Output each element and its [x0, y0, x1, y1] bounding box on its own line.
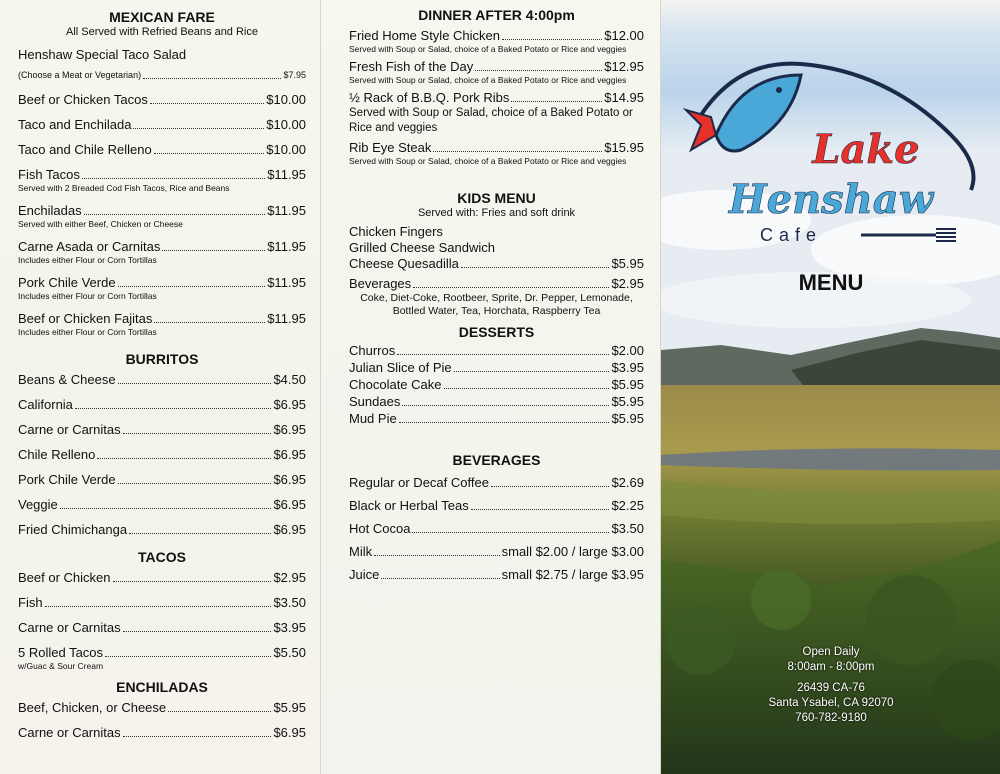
item-name: Carne or Carnitas — [18, 725, 121, 740]
menu-item-row — [18, 472, 306, 488]
item-price: $11.95 — [267, 239, 306, 254]
burritos-item — [18, 372, 306, 388]
item-price: small $2.00 / large $3.00 — [501, 544, 644, 559]
item-name: Beef, Chicken, or Cheese — [18, 700, 167, 715]
dot-leader — [118, 372, 272, 384]
item-name: Mud Pie — [349, 411, 397, 426]
menu-item-row — [349, 59, 644, 75]
item-price: $6.95 — [273, 422, 306, 437]
item-name: Juice — [349, 567, 380, 582]
menu-item-row — [18, 311, 306, 327]
item-description: Includes either Flour or Corn Tortillas — [18, 291, 157, 301]
menu-item-row — [18, 142, 306, 158]
item-description: Served with Soup or Salad, choice of a Baked Potato or Rice and veggies — [349, 75, 627, 85]
dot-leader — [133, 117, 264, 129]
item-name: Hot Cocoa — [349, 521, 411, 536]
tacos-item — [18, 595, 306, 611]
item-name: Fried Chimichanga — [18, 522, 128, 537]
section-subtitle-kids: Served with: Fries and soft drink — [417, 207, 576, 219]
menu-item-row — [18, 239, 306, 255]
section-title-kids: KIDS MENU — [457, 190, 536, 206]
item-price: $10.00 — [266, 92, 306, 107]
kids-beverages-list: Coke, Diet-Coke, Rootbeer, Sprite, Dr. Pepper, Lemonade, Bottled Water, Tea, Horchata, Raspberry Tea — [360, 292, 633, 317]
beverages-item — [349, 544, 644, 560]
section-subtitle-mexican: All Served with Refried Beans and Rice — [66, 26, 258, 38]
item-price: $12.00 — [604, 28, 644, 43]
item-price: $5.95 — [611, 394, 644, 409]
menu-item-row — [349, 28, 644, 44]
item-name: Chocolate Cake — [349, 377, 442, 392]
item-price: $5.95 — [611, 411, 644, 426]
item-name: Fish Tacos — [18, 167, 80, 182]
hours: 8:00am - 8:00pm — [787, 661, 875, 673]
menu-item-row — [18, 645, 306, 661]
mexican-item — [18, 167, 306, 194]
dot-leader — [105, 645, 271, 657]
dinner-item — [349, 59, 644, 86]
dot-leader — [162, 239, 265, 251]
item-name: Taco and Enchilada — [18, 117, 132, 132]
item-price: $2.95 — [273, 570, 306, 585]
item-name: Chile Relleno — [18, 447, 96, 462]
dot-leader — [454, 360, 610, 372]
item-description: w/Guac & Sour Cream — [18, 661, 104, 671]
kids-item-chicken-fingers: Chicken Fingers — [349, 224, 443, 239]
burritos-list — [18, 372, 306, 538]
mexican-item — [18, 239, 306, 266]
desserts-list — [349, 343, 644, 427]
logo-word-lake: Lake — [812, 126, 920, 173]
mexican-item — [18, 142, 306, 158]
dot-leader — [60, 497, 272, 509]
item-name: Henshaw Special Taco Salad — [18, 47, 187, 62]
item-name: Taco and Chile Relleno — [18, 142, 152, 157]
item-price: $2.95 — [611, 276, 644, 291]
item-name: Cheese Quesadilla — [349, 256, 459, 271]
menu-item-row — [18, 47, 306, 63]
item-name: Churros — [349, 343, 396, 358]
burritos-item — [18, 397, 306, 413]
burritos-item — [18, 447, 306, 463]
item-name: Milk — [349, 544, 373, 559]
item-price: $10.00 — [266, 142, 306, 157]
mexican-item — [18, 47, 306, 63]
item-price: $6.95 — [273, 522, 306, 537]
kids-item-grilled-cheese: Grilled Cheese Sandwich — [349, 240, 495, 255]
dot-leader — [129, 522, 271, 534]
item-name: Regular or Decaf Coffee — [349, 475, 489, 490]
item-name: 5 Rolled Tacos — [18, 645, 104, 660]
item-price: $15.95 — [604, 140, 644, 155]
item-price: $11.95 — [267, 311, 306, 326]
item-price: $3.95 — [611, 360, 644, 375]
dot-leader — [123, 620, 272, 632]
menu-item-row — [18, 570, 306, 586]
beverages-item — [349, 498, 644, 514]
item-price: small $2.75 / large $3.95 — [501, 567, 644, 582]
section-title-tacos: TACOS — [138, 549, 186, 565]
menu-item-row — [18, 117, 306, 133]
beverages-item — [349, 475, 644, 491]
menu-item-row — [349, 394, 644, 410]
item-name: California — [18, 397, 73, 412]
item-description: Served with Soup or Salad, choice of a Baked Potato or Rice and veggies — [349, 107, 633, 134]
item-name: Enchiladas — [18, 203, 82, 218]
dot-leader — [412, 521, 609, 533]
mexican-item — [18, 67, 306, 83]
menu-item-row — [18, 92, 306, 108]
section-title-enchiladas: ENCHILADAS — [116, 679, 208, 695]
item-price: $2.25 — [611, 498, 644, 513]
menu-cover — [660, 0, 1000, 774]
mexican-item — [18, 117, 306, 133]
dinner-list — [349, 28, 644, 167]
desserts-item — [349, 377, 644, 393]
menu-item-row — [349, 360, 644, 376]
item-name: Carne or Carnitas — [18, 422, 121, 437]
dot-leader — [374, 544, 500, 556]
cover-menu-title: MENU — [798, 270, 864, 295]
item-price: $11.95 — [267, 275, 306, 290]
menu-item-row — [349, 343, 644, 359]
dot-leader — [402, 394, 609, 406]
beverages-item — [349, 567, 644, 583]
logo-word-henshaw: Henshaw — [728, 176, 934, 223]
item-description: Served with either Beef, Chicken or Cheese — [18, 219, 183, 229]
dot-leader — [154, 142, 265, 154]
menu-panel-middle — [320, 0, 660, 774]
section-title-beverages: BEVERAGES — [452, 452, 541, 468]
dot-leader — [82, 167, 265, 179]
menu-item-row — [349, 521, 644, 537]
menu-item-row — [18, 522, 306, 538]
dinner-item — [349, 90, 644, 136]
mexican-item — [18, 275, 306, 302]
tacos-list — [18, 570, 306, 672]
beverages-list — [349, 475, 644, 583]
menu-item-row — [18, 67, 306, 83]
item-price: $3.50 — [273, 595, 306, 610]
item-price: $5.50 — [273, 645, 306, 660]
dot-leader — [75, 397, 272, 409]
address-line1: 26439 CA-76 — [797, 682, 865, 694]
tacos-item — [18, 645, 306, 672]
item-price: $10.00 — [266, 117, 306, 132]
desserts-item — [349, 360, 644, 376]
dot-leader — [491, 475, 610, 487]
item-description: Served with 2 Breaded Cod Fish Tacos, Rice and Beans — [18, 183, 230, 193]
item-price: $6.95 — [273, 472, 306, 487]
item-price: $5.95 — [611, 377, 644, 392]
menu-item-row — [349, 544, 644, 560]
item-name: Carne Asada or Carnitas — [18, 239, 161, 254]
dot-leader — [511, 90, 602, 102]
dot-leader — [143, 67, 281, 79]
item-price: $4.50 — [273, 372, 306, 387]
dot-leader — [397, 343, 609, 355]
tacos-item — [18, 620, 306, 636]
desserts-item — [349, 394, 644, 410]
dinner-item — [349, 28, 644, 55]
burritos-item — [18, 472, 306, 488]
dot-leader — [84, 203, 266, 215]
dot-leader — [123, 725, 272, 737]
menu-panel-left — [0, 0, 320, 774]
enchiladas-list — [18, 700, 306, 741]
menu-item-row — [18, 725, 306, 741]
item-name: Rib Eye Steak — [349, 140, 432, 155]
phone-number: 760-782-9180 — [795, 712, 867, 724]
mexican-item — [18, 311, 306, 338]
desserts-item — [349, 343, 644, 359]
item-description: Includes either Flour or Corn Tortillas — [18, 255, 157, 265]
dot-leader — [97, 447, 271, 459]
dot-leader — [45, 595, 272, 607]
cover-info — [731, 645, 931, 726]
item-description: Served with Soup or Salad, choice of a Baked Potato or Rice and veggies — [349, 156, 627, 166]
menu-item-row — [349, 140, 644, 156]
mexican-item — [18, 203, 306, 230]
enchiladas-item — [18, 725, 306, 741]
item-name: Beef or Chicken Fajitas — [18, 311, 153, 326]
item-name: Beef or Chicken Tacos — [18, 92, 148, 107]
dot-leader — [168, 700, 271, 712]
item-description: Served with Soup or Salad, choice of a Baked Potato or Rice and veggies — [349, 44, 627, 54]
fork-icon — [861, 229, 956, 241]
item-name: Fried Home Style Chicken — [349, 28, 500, 43]
dot-leader — [399, 411, 610, 423]
item-name: Veggie — [18, 497, 58, 512]
item-name: Pork Chile Verde — [18, 472, 116, 487]
menu-item-row — [18, 497, 306, 513]
burritos-item — [18, 497, 306, 513]
item-name: Julian Slice of Pie — [349, 360, 452, 375]
item-description: Includes either Flour or Corn Tortillas — [18, 327, 157, 337]
item-price: $6.95 — [273, 725, 306, 740]
menu-item-row — [18, 203, 306, 219]
address-line2: Santa Ysabel, CA 92070 — [768, 697, 894, 709]
item-price: $3.95 — [273, 620, 306, 635]
dinner-item — [349, 140, 644, 167]
item-name: (Choose a Meat or Vegetarian) — [18, 70, 142, 80]
menu-item-row — [18, 372, 306, 388]
item-price: $2.00 — [611, 343, 644, 358]
dot-leader — [113, 570, 272, 582]
item-name: Beverages — [349, 276, 412, 291]
enchiladas-item — [18, 700, 306, 716]
dot-leader — [118, 472, 272, 484]
dot-leader — [118, 275, 266, 287]
dot-leader — [502, 28, 602, 40]
menu-item-row — [18, 275, 306, 291]
menu-item-row — [18, 397, 306, 413]
tacos-item — [18, 570, 306, 586]
kids-item-quesadilla — [349, 256, 644, 272]
dot-leader — [433, 140, 602, 152]
item-price: $7.95 — [283, 70, 306, 80]
menu-item-row — [18, 595, 306, 611]
item-name: Carne or Carnitas — [18, 620, 121, 635]
dot-leader — [154, 311, 265, 323]
item-name: Pork Chile Verde — [18, 275, 116, 290]
menu-item-row — [18, 700, 306, 716]
menu-item-row — [18, 422, 306, 438]
beverages-item — [349, 521, 644, 537]
menu-item-row — [349, 567, 644, 583]
lake-henshaw-logo — [661, 55, 1000, 255]
section-title-burritos: BURRITOS — [125, 351, 199, 367]
dot-leader — [471, 498, 610, 510]
menu-item-row — [18, 620, 306, 636]
menu-item-row — [349, 411, 644, 427]
desserts-item — [349, 411, 644, 427]
menu-item-row — [349, 475, 644, 491]
item-name: ½ Rack of B.B.Q. Pork Ribs — [349, 90, 510, 105]
mexican-list — [18, 47, 306, 338]
item-price: $6.95 — [273, 397, 306, 412]
dot-leader — [150, 92, 264, 104]
item-name: Sundaes — [349, 394, 401, 409]
section-title-desserts: DESSERTS — [458, 324, 535, 340]
item-price: $3.50 — [611, 521, 644, 536]
item-price: $5.95 — [273, 700, 306, 715]
item-price: $6.95 — [273, 497, 306, 512]
menu-item-row — [349, 90, 644, 106]
dot-leader — [444, 377, 610, 389]
section-title-dinner: DINNER AFTER 4:00pm — [418, 7, 575, 23]
item-price: $6.95 — [273, 447, 306, 462]
menu-item-row — [349, 377, 644, 393]
item-price: $11.95 — [267, 203, 306, 218]
item-name: Beef or Chicken — [18, 570, 111, 585]
item-price: $12.95 — [604, 59, 644, 74]
menu-item-row — [349, 498, 644, 514]
open-daily: Open Daily — [802, 646, 860, 658]
item-price: $5.95 — [611, 256, 644, 271]
item-name: Fresh Fish of the Day — [349, 59, 474, 74]
section-title-mexican: MEXICAN FARE — [109, 9, 215, 25]
item-name: Beans & Cheese — [18, 372, 116, 387]
item-price: $11.95 — [267, 167, 306, 182]
menu-item-row — [18, 447, 306, 463]
burritos-item — [18, 522, 306, 538]
kids-beverages — [349, 276, 644, 292]
item-price: $2.69 — [611, 475, 644, 490]
dot-leader — [381, 567, 499, 579]
dot-leader — [475, 59, 602, 71]
mexican-item — [18, 92, 306, 108]
dot-leader — [123, 422, 272, 434]
item-name: Black or Herbal Teas — [349, 498, 469, 513]
menu-item-row — [18, 167, 306, 183]
burritos-item — [18, 422, 306, 438]
item-price: $14.95 — [604, 90, 644, 105]
logo-word-cafe: Cafe — [759, 225, 823, 245]
item-name: Fish — [18, 595, 43, 610]
